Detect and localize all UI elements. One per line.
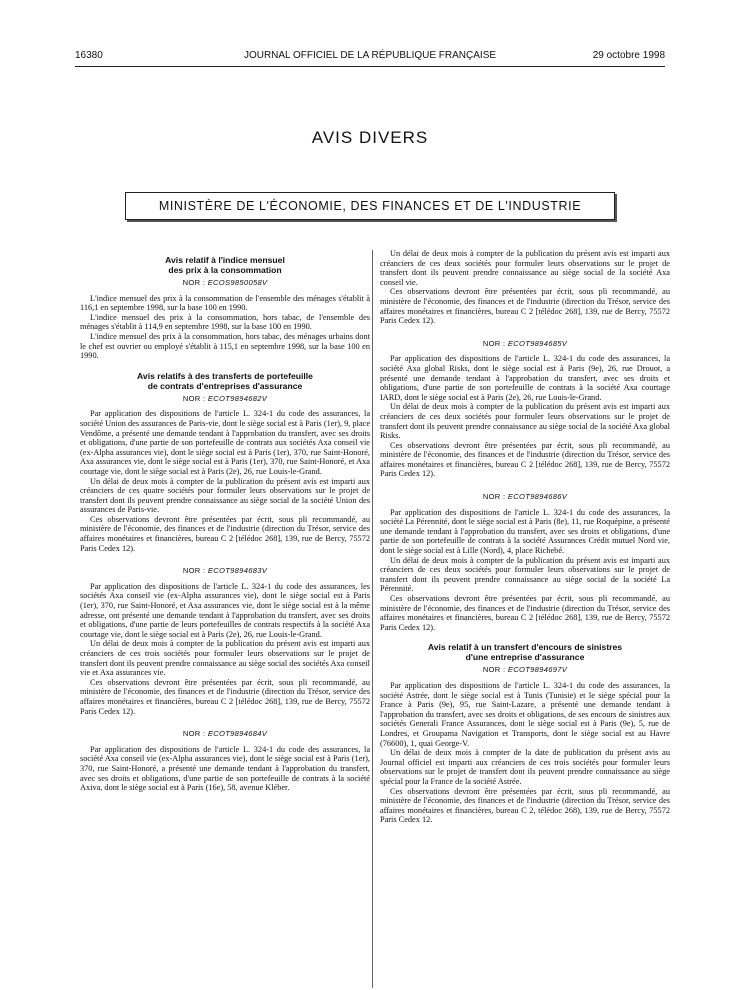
nor-reference <box>380 665 670 675</box>
paragraph: L'indice mensuel des prix à la consommation, hors tabac, des ménages urbains dont le chef est ouvrier ou employé s'établit à 115,1 en septembre 1998, sur la base 100 en 1990. <box>80 331 370 361</box>
paragraph: Ces observations devront être présentées par écrit, sous pli recommandé, au ministère de l'économie, des finances et de l'industrie (direction du Trésor, service des affaires monétaires et financières, bureau C 2 [télédoc 268], 139, rue de Bercy, 75572 Paris Cedex 12). <box>380 440 670 479</box>
paragraph: Un délai de deux mois à compter de la publication du présent avis est imparti aux créanciers de ces deux sociétés pour formuler leurs observations sur le projet de transfert dont ils peuvent prendre connaissance au siège social de la société Axa conseil vie. <box>380 249 670 287</box>
column-divider <box>372 250 373 988</box>
page-title: AVIS DIVERS <box>311 128 429 147</box>
nor-label: NOR : <box>182 278 206 287</box>
section-title-claims-transfer <box>380 642 670 662</box>
nor-reference <box>380 492 670 502</box>
spacer <box>380 326 670 336</box>
nor-reference <box>80 394 370 404</box>
nor-code: ECOT9894683V <box>207 566 268 576</box>
paragraph: Par application des dispositions de l'article L. 324-1 du code des assurances, la société Union des assurances de Paris-vie, dont le siège social est à Paris (1er), 9, place Vendôme, a présenté une demande tendant à l'approbation du transfert, avec ses droits et obligations, d'une partie de son portefeuille de contrats aux sociétés Axa conseil vie (ex-Alpha assurances vie), dont le siège social est à Paris (1er), 370, rue Saint-Honoré, Axa assurances vie, dont le siège social est à Paris (1er), 370, rue Saint-Honoré, et Axa courtage vie, dont le siège social est à Paris (2e), 26, rue Louis-le-Grand. <box>80 409 370 476</box>
paragraph: Par application des dispositions de l'article L. 324-1 du code des assurances, la société Axa global Risks, dont le siège social est à Paris (9e), 26, rue Drouot, a présenté une demande tendant à l'approbation du transfert, avec ses droits et obligations, d'une partie de son portefeuille de contrats à la société Axa courtage IARD, dont le siège social est à Paris (2e), 26, rue Louis-le-Grand. <box>380 354 670 402</box>
paragraph: Un délai de deux mois à compter de la date de publication du présent avis au Journal officiel est imparti aux créanciers de ces trois sociétés pour formuler leurs observations sur le projet de transfert dont ils peuvent prendre connaissance au siège spécial pour la France de la société Astrée. <box>380 748 670 786</box>
section-title-line: d'une entreprise d'assurance <box>465 652 585 663</box>
paragraph: Un délai de deux mois à compter de la publication du présent avis est imparti aux créanciers de ces quatre sociétés pour formuler leurs observations sur le projet de transfert dont ils peuvent prendre connaissance au siège social de la société Union des assurances de Paris-vie. <box>80 476 370 515</box>
section-title-line: Avis relatif à l'indice mensuel <box>165 255 285 265</box>
nor-label: NOR : <box>182 566 206 576</box>
spacer <box>380 479 670 489</box>
issue-date: 29 octobre 1998 <box>592 50 665 61</box>
paragraph: Ces observations devront être présentées par écrit, sous pli recommandé, au ministère de l'économie, des finances et de l'industrie (direction du Trésor, service des affaires monétaires et financières, bureau C 2 [télédoc 268], 139, rue de Bercy, 75572 Paris Cedex 12). <box>80 677 370 716</box>
paragraph: Ces observations devront être présentées par écrit, sous pli recommandé, au ministère de l'économie, des finances et de l'industrie (direction du Trésor, service des affaires monétaires et financières, bureau C 2 [télédoc 268], 139, rue de Bercy, 75572 Paris Cedex 12). <box>380 594 670 632</box>
section-title-line: Avis relatif à un transfert d'encours de sinistres <box>427 642 623 653</box>
paragraph: Un délai de deux mois à compter de la publication du présent avis est imparti aux créanciers de ces deux sociétés pour formuler leurs observations sur le projet de transfert dont ils peuvent prendre connaissance au siège social de la société Axa global Risks. <box>380 402 670 441</box>
section-title-price-index <box>80 255 370 275</box>
paragraph: Par application des dispositions de l'article L. 324-1 du code des assurances, la société La Pérennité, dont le siège social est à Paris (8e), 11, rue Roquépine, a présenté une demande tendant à l'approbation du transfert, avec ses droits et obligations, d'une partie de son portefeuille de contrats à la société Assurances Crédit mutuel Nord vie, dont le siège social est à Lille (Nord), 4, place Richebé. <box>380 507 670 556</box>
paragraph: Ces observations devront être présentées par écrit, sous pli recommandé, au ministère de l'économie, des finances et de l'industrie (direction du Trésor, service des affaires monétaires et financières, bureau C 2 [télédoc 268], 139, rue de Bercy, 75572 Paris Cedex 12). <box>380 287 670 326</box>
right-column <box>380 249 670 825</box>
spacer <box>80 716 370 726</box>
paragraph: L'indice mensuel des prix à la consommation de l'ensemble des ménages s'établit à 116,1 en septembre 1998, sur la base 100 en 1990. <box>80 293 370 313</box>
paragraph: Un délai de deux mois à compter de la publication du présent avis est imparti aux créanciers de ces deux sociétés pour formuler leurs observations sur le projet de transfert dont ils peuvent prendre connaissance au siège social de la société La Pérennité. <box>380 555 670 594</box>
paragraph: L'indice mensuel des prix à la consommation, hors tabac, de l'ensemble des ménages s'établit à 114,9 en septembre 1998, sur la base 100 en 1990. <box>80 312 370 332</box>
left-column <box>80 249 370 793</box>
nor-code: ECOT9894682V <box>207 393 268 403</box>
nor-label: NOR : <box>182 729 206 739</box>
section-title-line: des prix à la consommation <box>168 265 282 275</box>
running-header <box>75 50 665 64</box>
paragraph: Par application des dispositions de l'article L. 324-1 du code des assurances, la société Astrée, dont le siège social est à Tunis (Tunisie) et le siège spécial pour la France à Paris (9e), 95, rue Saint-Lazare, a présenté une demande tendant à l'approbation du transfert, avec ses droits et obligations, de ses encours de sinistres aux sociétés Generali France Assurances, dont le siège social est à Paris (9e), 5, rue de Londres, et Groupama Navigation et Transports, dont le siège social est au Havre (76600), 1, quai George-V. <box>380 680 670 748</box>
paragraph: Par application des dispositions de l'article L. 324-1 du code des assurances, la société Axa conseil vie (ex-Alpha assurances vie), dont le siège social est à Paris (1er), 370, rue Saint-Honoré, a présenté une demande tendant à l'approbation du transfert, avec ses droits et obligations, d'une partie de son portefeuille de contrats à la société Axiva, dont le siège social est à Paris (16e), 58, avenue Kléber. <box>80 744 370 793</box>
nor-code: ECOT9894685V <box>507 338 568 348</box>
ministry-heading: MINISTÈRE DE L'ÉCONOMIE, DES FINANCES ET DE L'INDUSTRIE <box>125 192 615 220</box>
nor-code: ECOS9850058V <box>207 278 268 287</box>
nor-code: ECOT9894686V <box>507 492 568 502</box>
paragraph: Ces observations devront être présentées par écrit, sous pli recommandé, au ministère de l'économie, des finances et de l'industrie (direction du Trésor, service des affaires monétaires et financières, bureau C 2, télédoc 268), 139, rue de Bercy, 75572 Paris Cedex 12. <box>380 786 670 825</box>
section-title-portfolio-transfers <box>80 371 370 391</box>
nor-code: ECOT9894684V <box>207 729 268 739</box>
paragraph: Par application des dispositions de l'article L. 324-1 du code des assurances, les sociétés Axa conseil vie (ex-Alpha assurances vie), dont le siège social est à Paris (1er), 370, rue Saint-Honoré, et Axa assurances vie, dont le siège social est à la même adresse, ont présenté une demande tendant à l'approbation du transfert, avec ses droits et obligations, d'une partie de leurs portefeuilles de contrats respectifs à la société Axa courtage vie, dont le siège social est à Paris (2e), 26, rue Louis-le-Grand. <box>80 581 370 639</box>
nor-label: NOR : <box>482 492 506 502</box>
journal-title: JOURNAL OFFICIEL DE LA RÉPUBLIQUE FRANÇAISE <box>243 50 497 61</box>
paragraph: Un délai de deux mois à compter de la publication du présent avis est imparti aux créanciers de ces trois sociétés pour formuler leurs observations sur le projet de transfert dont ils peuvent prendre connaissance au siège social des sociétés Axa conseil vie et Axa assurances vie. <box>80 639 370 678</box>
nor-code: ECOT9894697V <box>507 665 568 675</box>
nor-reference <box>80 278 370 288</box>
spacer <box>80 553 370 563</box>
nor-label: NOR : <box>482 338 506 348</box>
page-number: 16380 <box>75 50 103 61</box>
nor-label: NOR : <box>482 665 506 675</box>
nor-reference <box>380 339 670 349</box>
nor-reference <box>80 566 370 576</box>
header-rule <box>75 66 665 67</box>
section-title-line: Avis relatifs à des transferts de portefeuille <box>137 370 313 381</box>
nor-reference <box>80 729 370 739</box>
nor-label: NOR : <box>182 393 206 403</box>
paragraph: Ces observations devront être présentées par écrit, sous pli recommandé, au ministère de l'économie, des finances et de l'industrie (direction du Trésor, service des affaires monétaires et financières, bureau C 2 [télédoc 268], 139, rue de Bercy, 75572 Paris Cedex 12). <box>80 514 370 553</box>
section-title-line: de contrats d'entreprises d'assurance <box>147 380 303 391</box>
